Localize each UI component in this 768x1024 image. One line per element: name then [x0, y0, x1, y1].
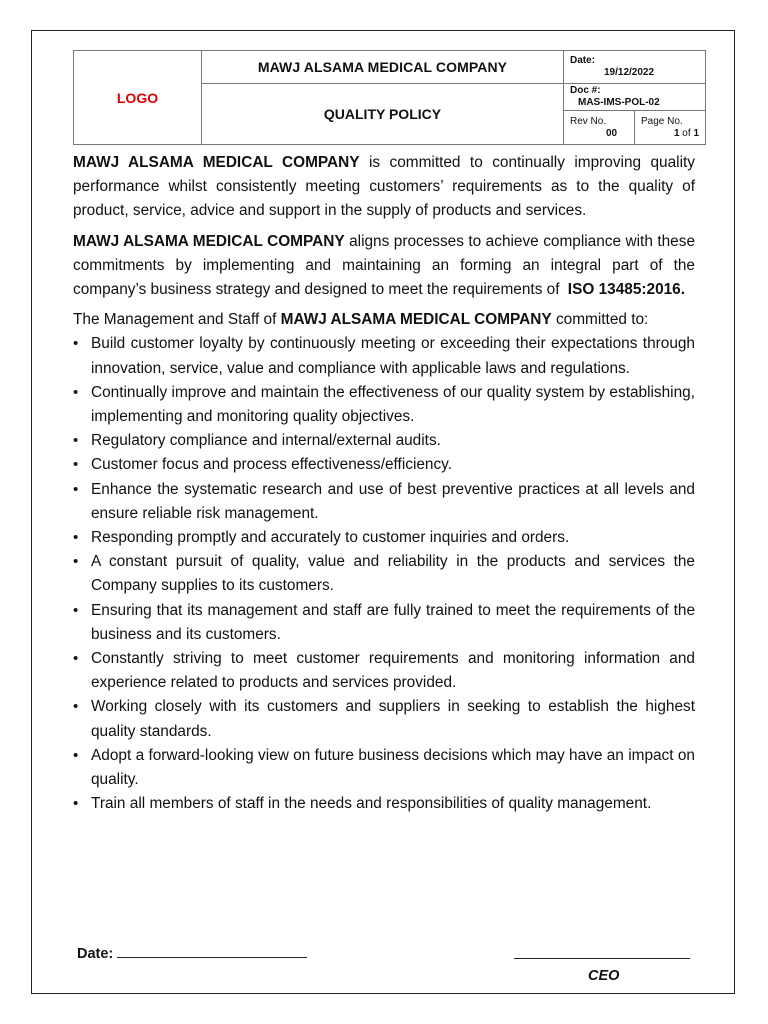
- doc-number-label: Doc #:: [570, 85, 601, 96]
- rev-cell: [564, 111, 635, 145]
- document-title: QUALITY POLICY: [202, 84, 564, 145]
- date-value: 19/12/2022: [604, 67, 655, 78]
- page-cell: [635, 111, 706, 145]
- company-name-inline: MAWJ ALSAMA MEDICAL COMPANY: [280, 311, 552, 329]
- list-item: • Customer focus and process effectiveness/efficiency.: [73, 453, 695, 477]
- policy-content: [73, 151, 695, 816]
- date-signature-label: Date:: [77, 946, 114, 962]
- document-header: [73, 50, 706, 145]
- ceo-label: CEO: [588, 968, 620, 984]
- page-value: [635, 128, 705, 140]
- intro-text-end: committed to:: [551, 311, 649, 329]
- company-name-inline: MAWJ ALSAMA MEDICAL COMPANY: [73, 232, 345, 250]
- list-item: • Enhance the systematic research and use of best preventive practices at all levels and ensure reliable risk management.: [73, 478, 695, 526]
- list-item: • Regulatory compliance and internal/external audits.: [73, 429, 695, 453]
- company-name: MAWJ ALSAMA MEDICAL COMPANY: [202, 51, 564, 84]
- date-label: Date:: [570, 55, 596, 66]
- paragraph-commitment: [73, 151, 695, 224]
- page-current: 1: [673, 128, 680, 139]
- list-item: • Train all members of staff in the needs and responsibilities of quality management.: [73, 792, 695, 816]
- date-signature-line: [117, 943, 307, 958]
- rev-value: 00: [606, 128, 618, 139]
- paragraph-text: is committed to continually improving quality performance whilst consistently meeting customers’ requirements as to the quality of product, service, advice and support in the supply of products and services.: [73, 154, 695, 220]
- date-cell: [564, 51, 706, 84]
- iso-standard: ISO 13485:2016.: [567, 281, 686, 299]
- page-total: 1: [693, 128, 699, 139]
- commitment-list: [73, 332, 695, 816]
- paragraph-intro: [73, 308, 695, 332]
- paragraph-text: aligns processes to achieve compliance with these commitments by implementing and maintaining an forming an integral part of the company’s business strategy and designed to meet the requirements of: [73, 232, 695, 299]
- list-item: • Build customer loyalty by continuously meeting or exceeding their expectations through innovation, service, value and compliance with applicable laws and regulations.: [73, 332, 695, 380]
- signature-date: [77, 943, 307, 962]
- intro-text: The Management and Staff of: [73, 311, 281, 329]
- list-item: • Responding promptly and accurately to customer inquiries and orders.: [73, 526, 695, 550]
- paragraph-alignment: [73, 230, 695, 303]
- rev-label: Rev No.: [570, 116, 607, 127]
- logo-placeholder: LOGO: [74, 51, 202, 145]
- doc-number-cell: [564, 84, 706, 111]
- list-item: • Continually improve and maintain the effectiveness of our quality system by establishing, implementing and monitoring quality objectives.: [73, 381, 695, 429]
- list-item: • Constantly striving to meet customer requirements and monitoring information and experience related to products and services provided.: [73, 647, 695, 695]
- list-item: • Adopt a forward-looking view on future business decisions which may have an impact on quality.: [73, 744, 695, 792]
- list-item: • Ensuring that its management and staff are fully trained to meet the requirements of the business and its customers.: [73, 599, 695, 647]
- page-of: of: [679, 128, 694, 139]
- list-item: • A constant pursuit of quality, value and reliability in the products and services the Company supplies to its customers.: [73, 550, 695, 598]
- doc-number-value: MAS-IMS-POL-02: [578, 97, 660, 108]
- list-item: • Working closely with its customers and suppliers in seeking to establish the highest quality standards.: [73, 695, 695, 743]
- company-name-inline: MAWJ ALSAMA MEDICAL COMPANY: [73, 154, 360, 171]
- page-label: Page No.: [641, 116, 683, 127]
- ceo-signature-line: [514, 958, 690, 959]
